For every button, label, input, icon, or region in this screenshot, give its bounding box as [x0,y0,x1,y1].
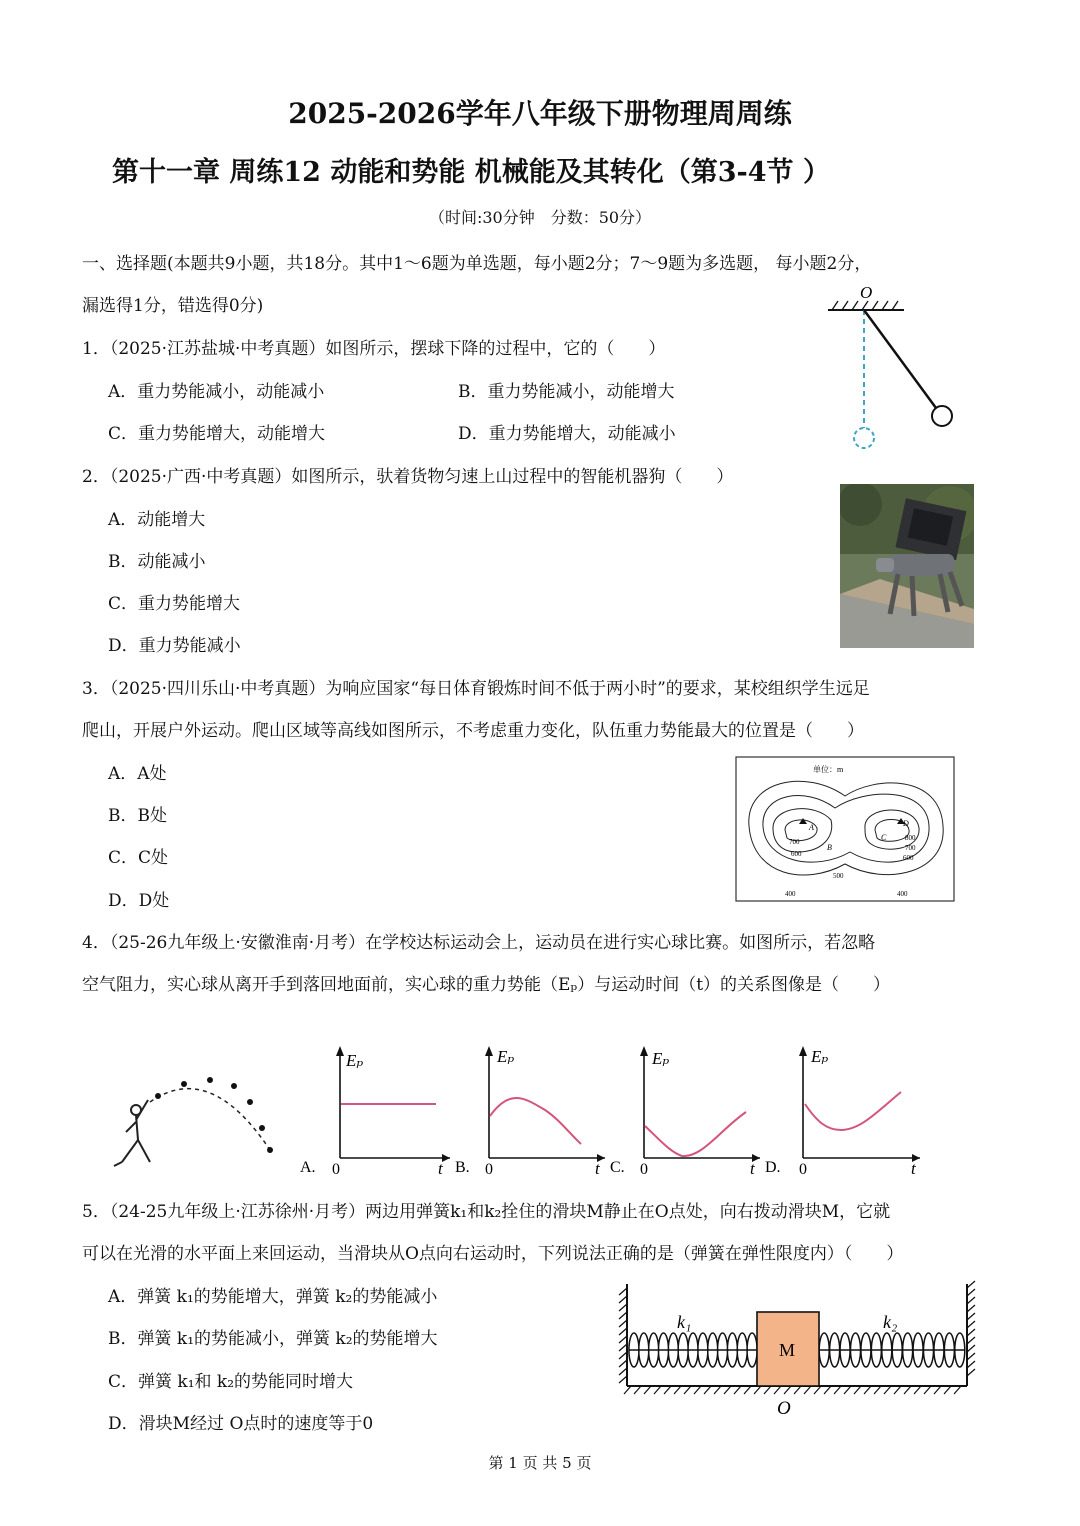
question-5-stem-line2: 可以在光滑的水平面上来回运动，当滑块从O点向右运动时，下列说法正确的是（弹簧在弹性限度内）（ ） [82,1244,904,1264]
question-2-option-b: B．动能减小 [108,552,206,572]
question-1-option-d: D．重力势能增大，动能减小 [458,424,676,444]
question-3-stem-line2: 爬山，开展户外运动。爬山区域等高线如图所示，不考虑重力变化，队伍重力势能最大的位置是（ ） [82,721,864,741]
contour-point-d: D [903,819,909,828]
exam-meta: （时间:30分钟 分数：50分） [428,208,652,227]
graph-b-origin: 0 [485,1161,493,1178]
graph-option-d-label: D. [765,1159,781,1176]
graph-c-origin: 0 [640,1161,648,1178]
graph-option-a [300,1040,455,1180]
contour-label-400-right: 400 [897,890,908,898]
contour-label-500: 500 [833,872,844,880]
contour-label-700-left: 700 [789,838,800,846]
spring-k2-label: k₂ [883,1312,898,1332]
graph-b-y-label: Eₚ [497,1047,515,1066]
graph-a-origin: 0 [332,1161,340,1178]
equilibrium-point-o: O [777,1398,791,1419]
question-3-option-c: C．C处 [108,848,169,868]
question-3-option-d: D．D处 [108,891,170,911]
question-1-option-c: C．重力势能增大，动能增大 [108,424,326,444]
pendulum-figure [820,280,990,460]
question-3-stem-line1: 3．（2025·四川乐山·中考真题）为响应国家“每日体育锻炼时间不低于两小时”的要求，某校组织学生远足 [82,679,870,699]
question-5-option-c: C．弹簧 k₁和 k₂的势能同时增大 [108,1372,354,1392]
question-4-stem-line1: 4．（25-26九年级上·安徽淮南·月考）在学校达标运动会上，运动员在进行实心球比赛。如图所示，若忽略 [82,933,876,953]
question-5-option-d: D．滑块M经过 O点时的速度等于0 [108,1414,374,1434]
graph-d-curve [805,1092,901,1130]
block-m-label: M [779,1340,796,1360]
contour-label-600-left: 600 [791,850,802,858]
contour-label-600-right: 600 [903,854,914,862]
graph-d-x-label: t [911,1159,916,1178]
graph-a-y-label: Eₚ [346,1051,364,1070]
question-3-option-a: A．A处 [108,764,167,784]
spring-k1 [629,1333,757,1367]
question-1-stem: 1．（2025·江苏盐城·中考真题）如图所示，摆球下降的过程中，它的（ ） [82,339,666,359]
contour-label-800: 800 [905,834,916,842]
page-footer: 第 1 页 共 5 页 [488,1454,592,1472]
spring-k1-label: k₁ [677,1312,692,1332]
graph-a-x-label: t [438,1159,443,1178]
contour-point-b: B [827,843,832,852]
graph-option-a-label: A. [300,1159,316,1176]
graph-option-b [455,1040,610,1180]
contour-map-figure [735,756,955,902]
graph-d-origin: 0 [799,1161,807,1178]
question-1-option-b: B．重力势能减小，动能增大 [458,382,675,402]
graph-c-x-label: t [750,1159,755,1178]
robot-dog-photo [840,484,974,648]
graph-d-y-label: Eₚ [811,1047,829,1066]
question-3-option-b: B．B处 [108,806,167,826]
graph-c-y-label: Eₚ [652,1049,670,1068]
question-2-stem: 2．（2025·广西·中考真题）如图所示，驮着货物匀速上山过程中的智能机器狗（ ） [82,467,734,487]
question-1-option-a: A．重力势能减小，动能减小 [108,382,325,402]
contour-unit-label: 单位：m [813,765,844,774]
section-heading-line2: 漏选得1分，错选得0分) [82,296,264,316]
contour-point-c: C [881,833,887,842]
graph-option-d [765,1040,925,1180]
question-5-option-a: A．弹簧 k₁的势能增大，弹簧 k₂的势能减小 [108,1287,438,1307]
page-title: 2025-2026学年八年级下册物理周周练 [288,97,792,130]
contour-point-a: A [809,823,814,832]
graph-option-c-label: C. [610,1159,625,1176]
question-2-option-d: D．重力势能减小 [108,636,241,656]
question-2-option-c: C．重力势能增大 [108,594,241,614]
chapter-subtitle: 第十一章 周练12 动能和势能 机械能及其转化（第3-4节 ） [112,157,830,188]
graph-b-x-label: t [595,1159,600,1178]
pendulum-pivot-label: O [860,283,873,302]
section-heading-line1: 一、选择题(本题共9小题，共18分。其中1～6题为单选题，每小题2分；7～9题为多选题， 每小题2分， [82,254,872,274]
graph-c-curve [645,1112,746,1156]
shot-put-figure [100,1070,285,1175]
graph-option-c [610,1040,765,1180]
question-4-stem-line2: 空气阻力，实心球从离开手到落回地面前，实心球的重力势能（Eₚ）与运动时间（t）的关系图像是（ ） [82,975,891,995]
question-5-stem-line1: 5．（24-25九年级上·江苏徐州·月考）两边用弹簧k₁和k₂拴住的滑块M静止在O点处，向右拨动滑块M，它就 [82,1202,891,1222]
graph-b-curve [490,1098,581,1144]
graph-option-b-label: B. [455,1159,470,1176]
contour-label-400-left: 400 [785,890,796,898]
contour-label-700-right: 700 [905,844,916,852]
spring-block-figure [615,1280,985,1420]
question-5-option-b: B．弹簧 k₁的势能减小，弹簧 k₂的势能增大 [108,1329,438,1349]
question-2-option-a: A．动能增大 [108,510,206,530]
spring-k2 [819,1333,965,1367]
